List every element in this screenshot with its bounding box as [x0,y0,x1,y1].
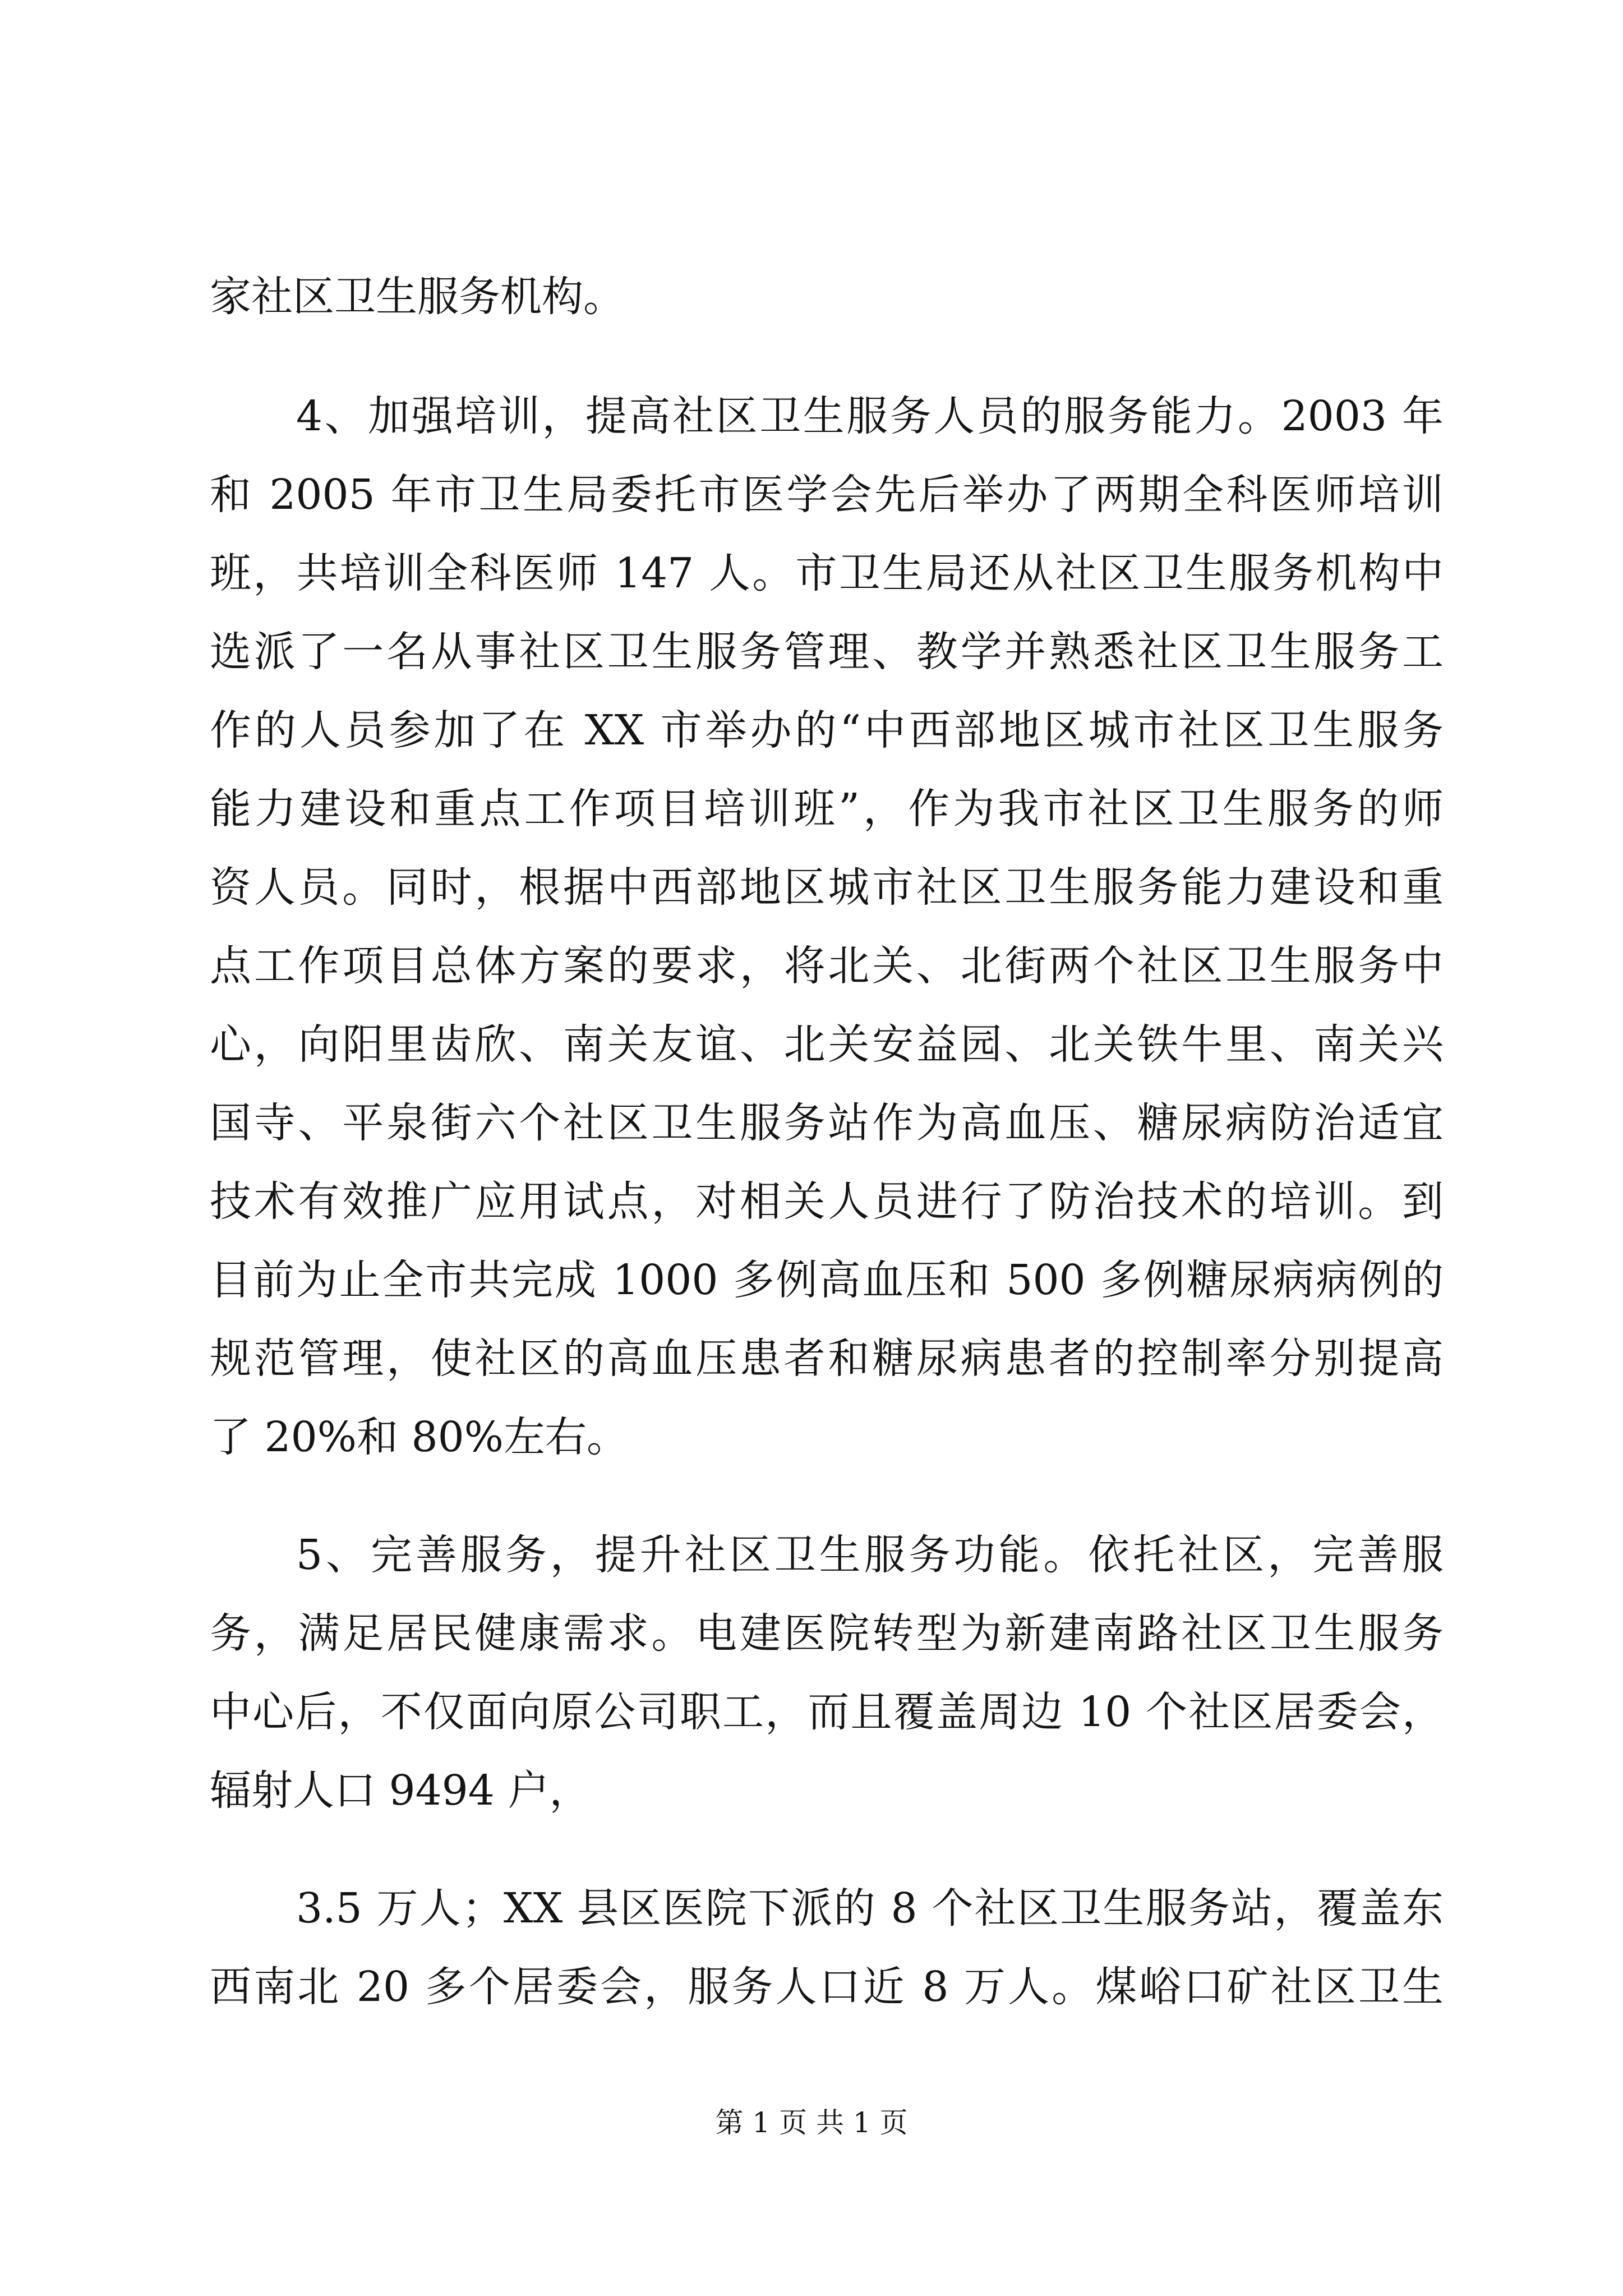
text-line: 5、完善服务，提升社区卫生服务功能。依托社区，完善服 [296,1531,1444,1579]
text-line: 班，共培训全科医师 147 人。市卫生局还从社区卫生服务机构中 [210,549,1444,597]
text-line: 资人员。同时，根据中西部地区城市社区卫生服务能力建设和重 [210,863,1444,912]
text-line: 心，向阳里齿欣、南关友谊、北关安益园、北关铁牛里、南关兴 [210,1020,1444,1069]
text-line: 3.5 万人；XX 县区医院下派的 8 个社区卫生服务站，覆盖东 [296,1884,1444,1932]
text-line: 4、加强培训，提高社区卫生服务人员的服务能力。2003 年 [296,392,1444,440]
text-line: 和 2005 年市卫生局委托市医学会先后举办了两期全科医师培训 [210,471,1444,519]
text-line: 辐射人口 9494 户， [210,1766,591,1815]
text-line: 了 20%和 80%左右。 [210,1413,628,1461]
page-number-footer: 第 1 页 共 1 页 [715,2106,908,2139]
text-line: 能力建设和重点工作项目培训班”，作为我市社区卫生服务的师 [210,785,1444,833]
text-line: 选派了一名从事社区卫生服务管理、教学并熟悉社区卫生服务工 [210,628,1444,676]
text-line: 目前为止全市共完成 1000 多例高血压和 500 多例糖尿病病例的 [210,1256,1444,1304]
text-line: 西南北 20 多个居委会，服务人口近 8 万人。煤峪口矿社区卫生 [210,1963,1444,2011]
text-line: 国寺、平泉街六个社区卫生服务站作为高血压、糖尿病防治适宜 [210,1099,1444,1147]
text-line: 务，满足居民健康需求。电建医院转型为新建南路社区卫生服务 [210,1609,1444,1658]
text-line: 规范管理，使社区的高血压患者和糖尿病患者的控制率分别提高 [210,1335,1444,1383]
text-line: 点工作项目总体方案的要求，将北关、北街两个社区卫生服务中 [210,942,1444,990]
text-line: 中心后，不仅面向原公司职工，而且覆盖周边 10 个社区居委会， [210,1688,1444,1736]
text-line: 作的人员参加了在 XX 市举办的“中西部地区城市社区卫生服务 [210,706,1444,754]
text-line: 家社区卫生服务机构。 [210,273,625,321]
text-line: 技术有效推广应用试点，对相关人员进行了防治技术的培训。到 [210,1177,1444,1226]
